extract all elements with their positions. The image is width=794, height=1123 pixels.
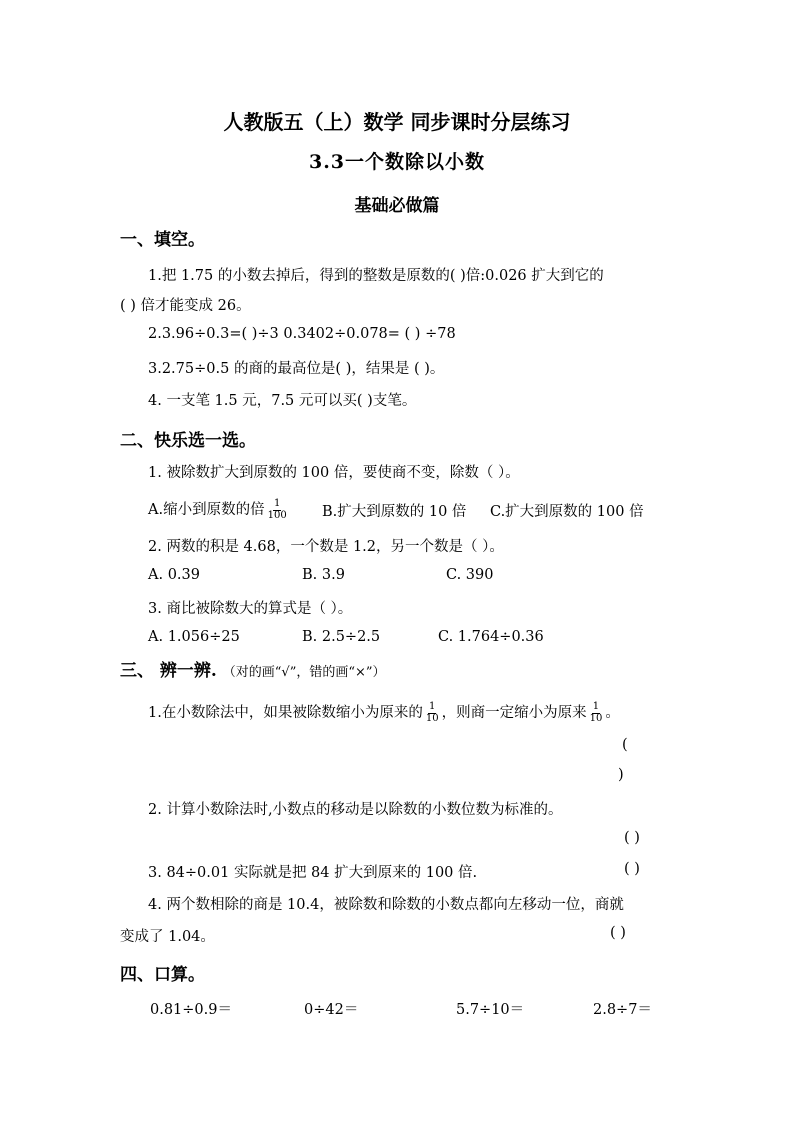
question-text: 4. 一支笔 1.5 元，7.5 元可以买( )支笔。 [148,393,417,409]
section-title-true-false [120,656,386,681]
section-title-text: 三、 辨一辨. [120,661,217,681]
question-text: 2. 两数的积是 4.68，一个数是 1.2，另一个数是（ ）。 [148,539,504,555]
fraction [425,702,440,724]
option-b: B. 3.9 [302,567,345,583]
option-c: C. 390 [446,567,494,583]
page-title: 人教版五（上）数学 同步课时分层练习 [223,110,571,134]
question-text: 3.2.75÷0.5 的商的最高位是( )，结果是 ( )。 [148,361,445,377]
option-c: C. 1.764÷0.36 [438,629,544,645]
option-a: A. 1.056÷25 [148,629,240,645]
question-text [148,701,620,724]
answer-paren-close[interactable]: ) [618,767,624,783]
option-text: A.缩小到原数的倍 [148,502,265,518]
level-title: 基础必做篇 [354,196,440,216]
fraction-numerator: 1 [429,701,436,712]
section-note: （对的画“√”，错的画“×”） [222,665,386,680]
section-title-fill-blank: 一、填空。 [120,230,205,250]
option-b: B.扩大到原数的 10 倍 [322,504,467,520]
question-text: 1.把 1.75 的小数去掉后，得到的整数是原数的( )倍:0.026 扩大到它的 [148,268,604,284]
answer-parens[interactable]: ( ) [610,925,626,941]
calc-item: 5.7÷10＝ [456,1002,525,1018]
fraction-denominator: 10 [589,712,603,724]
question-text: 2.3.96÷0.3=( )÷3 0.3402÷0.078= ( ) ÷78 [148,326,456,342]
fraction-denominator: 10 [425,712,439,724]
question-part: ，则商一定缩小为原来 [441,705,587,721]
fraction-numerator: 1 [592,701,600,712]
option-a [148,498,290,521]
answer-paren-open[interactable]: ( [622,737,628,753]
question-text: 1. 被除数扩大到原数的 100 倍，要使商不变，除数（ ）。 [148,465,520,481]
lesson-title: 3.3一个数除以小数 [308,151,486,173]
section-title-multiple-choice: 二、快乐选一选。 [120,431,256,451]
question-text: 2. 计算小数除法时,小数点的移动是以除数的小数位数为标准的。 [148,802,563,818]
calc-item: 2.8÷7＝ [593,1002,652,1018]
question-part: 1.在小数除法中，如果被除数缩小为原来的 [148,705,423,721]
question-text: 4. 两个数相除的商是 10.4，被除数和除数的小数点都向左移动一位，商就 [148,897,624,913]
option-b: B. 2.5÷2.5 [302,629,381,645]
fraction [267,499,288,521]
answer-parens[interactable]: ( ) [624,830,640,846]
question-text: ( ) 倍才能变成 26。 [120,298,251,314]
section-title-mental-math: 四、口算。 [120,965,205,985]
question-part: 。 [605,705,620,721]
option-a: A. 0.39 [148,567,200,583]
answer-parens[interactable]: ( ) [624,861,640,877]
question-text: 变成了 1.04。 [120,929,215,945]
calc-item: 0÷42＝ [304,1002,359,1018]
question-text: 3. 84÷0.01 实际就是把 84 扩大到原来的 100 倍. [148,865,478,881]
fraction [589,702,604,724]
fraction-numerator: 1 [273,498,281,509]
question-text: 3. 商比被除数大的算式是（ ）。 [148,601,353,617]
calc-item: 0.81÷0.9＝ [150,1002,232,1018]
fraction-denominator: 100 [267,509,287,521]
option-c: C.扩大到原数的 100 倍 [490,504,644,520]
